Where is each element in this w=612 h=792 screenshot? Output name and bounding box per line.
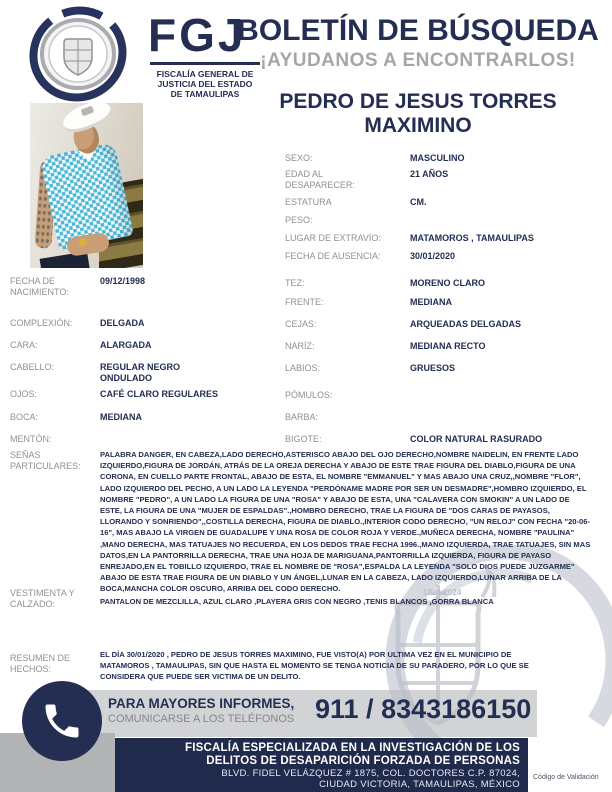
field-label-peso: PESO: <box>285 215 313 225</box>
fgj-circular-seal-icon <box>27 6 129 102</box>
field-value-fecha-ausencia: 30/01/2020 <box>410 251 456 261</box>
field-label-tez: TEZ: <box>285 278 305 288</box>
fgj-org-line-3: DE TAMAULIPAS <box>170 89 240 99</box>
field-label-estatura: ESTATURA <box>285 197 332 207</box>
field-label-pomulos: PÓMULOS: <box>285 390 333 400</box>
bulletin-subtitle: ¡AYUDANOS A ENCONTRARLOS! <box>260 50 576 71</box>
field-label-cabello: CABELLO: <box>10 362 55 372</box>
section-label-senas-particulares: SEÑAS PARTICULARES: <box>10 450 81 471</box>
field-value-cara: ALARGADA <box>100 340 152 350</box>
phone-badge <box>22 681 102 761</box>
field-value-boca: MEDIANA <box>100 412 142 422</box>
field-label-sexo: SEXO: <box>285 153 313 163</box>
field-value-nariz: MEDIANA RECTO <box>410 341 486 351</box>
field-value-frente: MEDIANA <box>410 297 452 307</box>
field-label-bigote: BIGOTE: <box>285 434 322 444</box>
field-label-complexion: COMPLEXIÓN: <box>10 318 73 328</box>
field-value-cejas: ARQUEADAS DELGADAS <box>410 319 522 329</box>
field-value-cabello: REGULAR NEGRO ONDULADO <box>100 362 181 383</box>
field-label-boca: BOCA: <box>10 412 39 422</box>
footer-address-line-2: CIUDAD VICTORIA, TAMAULIPAS, MÉXICO <box>319 779 520 790</box>
section-label-vestimenta: VESTIMENTA Y CALZADO: <box>10 588 75 609</box>
fiscalia-footer-bar <box>115 738 528 792</box>
field-label-labios: LABIOS: <box>285 363 321 373</box>
fgj-org-line-2: JUSTICIA DEL ESTADO <box>157 79 253 89</box>
senas-particulares-text: PALABRA DANGER, EN CABEZA,LADO DERECHO,ASTERISCO ABAJO DEL OJO DERECHO,NOMBRE NAIDELIN, EN FRENTE LADO IZQUIERDO,FIGURA DE JORDÁN, ATRÁS DE LA OREJA DERECHA Y ABAJO DE ESTE TRAE FIGURA DEL DIABLO,FIGURA DE UNA CORONA, EN CUELLO PARTE FRONTAL, ABAJO DE ESTA, EL NOMBRE "EMMANUEL" Y MAS ABAJO UNA CRUZ,,NOMBRE "FLOR", LADO IZQUIERDO DEL PECHO, A UN LADO LA LEYENDA "PERDÓNAME MADRE POR SER UN DESMADRE",HOMBRO IZQUIERDO, EL NOMBRE "PEDRO", A UN LADO LA FIGURA DE UNA "ROSA" Y ABAJO DE ESTA, UNA "CALAVERA CON SMOKIN" A UN LADO DE ESTE, LA FIGURA DE UNA "MUJER DE ESPALDAS".,HOMBRO DERECHO, TRAE LA FIGURA DE "DOS CARAS DE PAYASOS, LLORANDO Y SONRIENDO",,COSTILLA DERECHA, FIGURA DE DIABLO.,INTERIOR CODO DERECHO, "UN RELOJ" CON FECHA "20-06-16", MAS ABAJO LA VIRGEN DE GUADALUPE Y UNA ROSA DE COLOR ROJA Y VERDE.,MUÑECA DERECHA, NOMBRE "PAULINA" ,MANO DERECHA, MAS TATUAJES NO RECUERDA, EN LOS DEDOS TRAE FECHA 1996.,MANO IZQUIERDA, TRAE TATUAJES, SIN MAS DATOS,EN LA PANTORRILLA DERECHA, TRAE UNA HOJA DE MARIGUANA,PANTORRILLA IZQUIERDA, FIGURA DE PAYASO ENREJADO,EN EL TOBILLO IZQUIERDO, TRAE EL NOMBRE DE "ROSA",ESPALDA LA LEYENDA "SOLO DIOS PUEDE JUZGARME" ABAJO DE ESTA TRAE FIGURA DE UN DIABLO Y UN ÁNGEL,LUNAR EN LA CABEZA, LADO IZQUIERDO,LUNAR ARRIBA DE LA BOCA,MANCHA COLOR OSCURO, ARRIBA DEL CODO DERECHO. <box>100 450 591 594</box>
field-value-complexion: DELGADA <box>100 318 145 328</box>
field-value-ojos: CAFÉ CLARO REGULARES <box>100 389 219 399</box>
footer-bar-line-1: FISCALÍA ESPECIALIZADA EN LA INVESTIGACIÓN DE LOS <box>184 742 520 754</box>
phone-handset-icon <box>40 699 84 743</box>
field-label-barba: BARBA: <box>285 412 319 422</box>
photo-person-figure <box>30 103 141 268</box>
resumen-hechos-text: EL DÍA 30/01/2020 , PEDRO DE JESUS TORRES MAXIMINO, FUE VISTO(A) POR ULTIMA VEZ EN EL MUNICIPIO DE MATAMOROS , TAMAULIPAS, SIN QUE HASTA EL MOMENTO SE TENGA NOTICIA DE SU PARADERO, POR LO QUE SE CONSIDERA QUE PUEDE SER VICTIMA DE UN DELITO. <box>100 650 529 682</box>
field-label-nariz: NARÍZ: <box>285 341 315 351</box>
footer-address-line-1: BLVD. FIDEL VELÁZQUEZ # 1875, COL. DOCTORES C.P. 87024, <box>221 768 520 779</box>
field-label-ojos: OJOS: <box>10 389 38 399</box>
field-label-edad: EDAD AL DESAPARECER: <box>285 169 355 190</box>
missing-person-name: PEDRO DE JESUS TORRES MAXIMINO <box>279 90 557 137</box>
field-value-bigote: COLOR NATURAL RASURADO <box>410 434 543 444</box>
field-label-lugar-extravio: LUGAR DE EXTRAVÍO: <box>285 233 381 243</box>
contact-phone-numbers: 911 / 8343186150 <box>315 694 532 724</box>
informes-line-2: COMUNICARSE A LOS TELÉFONOS <box>108 713 295 725</box>
watermark-anniversary-text: 1824-2024 <box>423 588 462 597</box>
informes-line-1: PARA MAYORES INFORMES, <box>108 696 295 711</box>
section-label-resumen: RESUMEN DE HECHOS: <box>10 653 71 674</box>
bulletin-title: BOLETÍN DE BÚSQUEDA <box>237 14 599 47</box>
fgj-acronym: FGJ <box>148 9 247 61</box>
field-label-frente: FRENTE: <box>285 297 324 307</box>
fgj-org-line-1: FISCALÍA GENERAL DE <box>156 69 254 79</box>
field-label-cejas: CEJAS: <box>285 319 317 329</box>
missing-person-photo <box>30 103 143 268</box>
validation-code-label: Código de Validación <box>533 774 599 781</box>
field-value-estatura: CM. <box>410 197 427 207</box>
vestimenta-text: PANTALON DE MEZCLILLA, AZUL CLARO ,PLAYERA GRIS CON NEGRO ,TENIS BLANCOS ,GORRA BLANCA <box>100 597 494 606</box>
field-value-tez: MORENO CLARO <box>410 278 485 288</box>
field-value-labios: GRUESOS <box>410 363 456 373</box>
field-label-fecha-nacimiento: FECHA DE NACIMIENTO: <box>10 276 69 297</box>
field-label-fecha-ausencia: FECHA DE AUSENCIA: <box>285 251 381 261</box>
field-value-edad: 21 AÑOS <box>410 169 449 179</box>
field-value-lugar-extravio: MATAMOROS , TAMAULIPAS <box>410 233 534 243</box>
footer-bar-line-2: DELITOS DE DESAPARICIÓN FORZADA DE PERSONAS <box>206 755 520 767</box>
field-value-fecha-nacimiento: 09/12/1998 <box>100 276 146 286</box>
field-value-sexo: MASCULINO <box>410 153 465 163</box>
field-label-menton: MENTÓN: <box>10 434 52 444</box>
field-label-cara: CARA: <box>10 340 38 350</box>
